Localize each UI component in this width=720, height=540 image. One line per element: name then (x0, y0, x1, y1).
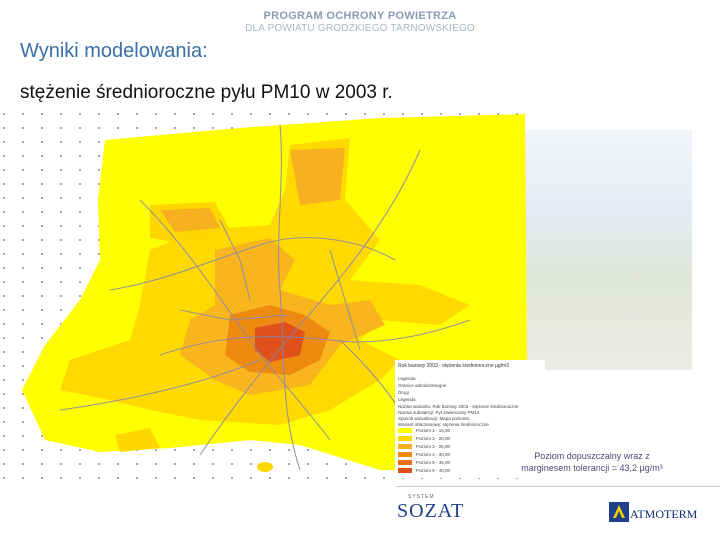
legend-swatch (398, 444, 412, 449)
sozat-small-label: SYSTEM (408, 494, 435, 500)
legend-level-label: Poziom 2 - 20,00 (416, 436, 451, 441)
legend-swatch (398, 428, 412, 433)
legend-line: Nazwa wariantu: Rok bazowy 2003 - stężenie średnioroczne (398, 404, 519, 409)
sozat-logo: SOZAT (397, 500, 465, 522)
limit-note-line-2: marginesem tolerancji = 43,2 µg/m³ (521, 463, 663, 473)
atmoterm-logo: ATMOTERM (630, 507, 698, 521)
program-header (200, 10, 520, 34)
atmoterm-logo-icon (609, 502, 629, 522)
slide-subtitle: stężenie średnioroczne pyłu PM10 w 2003 r. (20, 82, 393, 103)
isolated-spot (257, 462, 273, 472)
legend-level-label: Poziom 6 - 40,00 (416, 468, 451, 473)
legend-level-row (398, 436, 450, 442)
legend-level-label: Poziom 1 - 15,00 (416, 428, 451, 433)
footer-divider (396, 486, 720, 487)
legend-line: Drogi (398, 390, 409, 395)
legend-level-row (398, 460, 450, 466)
program-title: PROGRAM OCHRONY POWIETRZA (263, 10, 457, 22)
legend-level-row (398, 428, 450, 434)
limit-value-note (512, 450, 672, 474)
legend-level-row (398, 444, 450, 450)
legend-swatch (398, 460, 412, 465)
legend-header: Rok bazowy 2003 - stężenia średnioroczne µg/m3 (398, 363, 509, 369)
slide-title: Wyniki modelowania: (20, 40, 208, 62)
legend-line: Legenda (398, 376, 416, 381)
legend-level-label: Poziom 3 - 25,00 (416, 444, 451, 449)
legend-line: Nazwa substancji: Pył zawieszony PM10 (398, 410, 480, 415)
legend-line: Sposób wizualizacji: Mapa poziomic (398, 416, 470, 421)
program-subtitle: DLA POWIATU GRODZKIEGO TARNOWSKIEGO (245, 23, 475, 34)
legend-level-row (398, 452, 450, 458)
legend-line: Granice administracyjne (398, 383, 447, 388)
legend-level-row (398, 468, 450, 474)
legend-line: Legenda (398, 397, 416, 402)
legend-level-label: Poziom 5 - 35,00 (416, 460, 451, 465)
legend-swatch (398, 436, 412, 441)
legend-swatch (398, 452, 412, 457)
background-landscape-photo (520, 130, 692, 370)
legend-swatch (398, 468, 412, 473)
legend-line: Wariant obliczeniowy: stężenia średnioroczne (398, 422, 489, 427)
limit-note-line-1: Poziom dopuszczalny wraz z (534, 451, 650, 461)
legend-level-label: Poziom 4 - 30,00 (416, 452, 451, 457)
